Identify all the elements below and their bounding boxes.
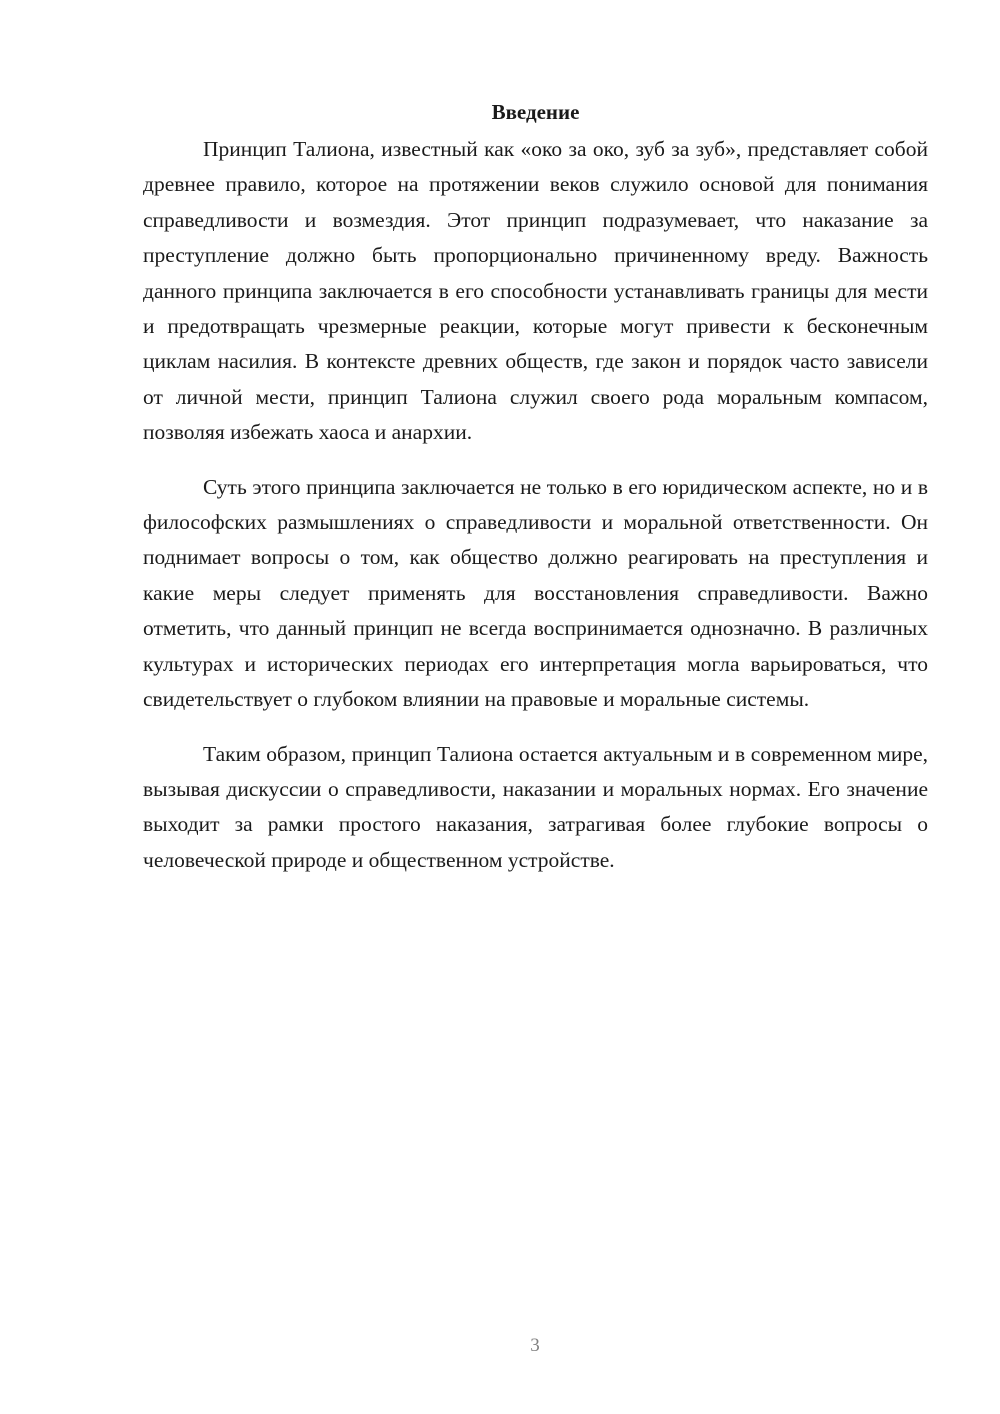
section-title: Введение <box>491 100 580 124</box>
paragraph-1: Принцип Талиона, известный как «око за око, зуб за зуб», представляет собой древнее правило, которое на протяжении веков служило основой для понимания справедливости и возмездия. Этот принцип подразумевает, что наказание за преступление должно быть пропорционально причиненному вреду. Важность данного принципа заключается в его способности устанавливать границы для мести и предотвращать чрезмерные реакции, которые могут привести к бесконечным циклам насилия. В контексте древних обществ, где закон и порядок часто зависели от личной мести, принцип Талиона служил своего рода моральным компасом, позволяя избежать хаоса и анархии. <box>143 137 928 445</box>
paragraph-3: Таким образом, принцип Талиона остается актуальным и в современном мире, вызывая дискуссии о справедливости, наказании и моральных нормах. Его значение выходит за рамки простого наказания, затрагивая более глубокие вопросы о человеческой природе и общественном устройстве. <box>143 741 928 872</box>
paragraph-2: Суть этого принципа заключается не только в его юридическом аспекте, но и в философских размышлениях о справедливости и моральной ответственности. Он поднимает вопросы о том, как общество должно реагировать на преступления и какие меры следует применять для восстановления справедливости. Важно отметить, что данный принцип не всегда воспринимается однозначно. В различных культурах и исторических периодах его интерпретация могла варьироваться, что свидетельствует о глубоком влиянии на правовые и моральные системы. <box>143 474 928 712</box>
page-content <box>143 96 928 897</box>
page-number: 3 <box>530 1335 540 1356</box>
